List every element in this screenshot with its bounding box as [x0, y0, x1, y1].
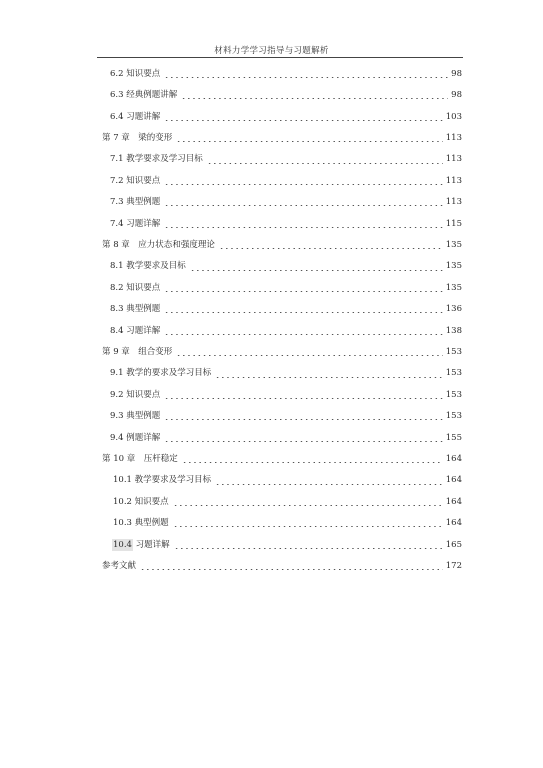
toc-section-entry[interactable] [110, 64, 462, 84]
toc-section-entry[interactable] [113, 513, 462, 533]
toc-entry-label: 7.2 知识要点 [110, 175, 161, 186]
toc-page-number: 165 [445, 539, 462, 550]
toc-chapter-entry[interactable] [102, 128, 462, 148]
toc-entry-label: 7.3 典型例题 [110, 197, 161, 208]
toc-page-number: 115 [445, 218, 462, 229]
toc-section-entry[interactable] [110, 278, 462, 298]
toc-page-number: 153 [445, 346, 462, 357]
dot-leader [219, 248, 443, 249]
toc-section-entry[interactable] [113, 535, 462, 555]
dot-leader [207, 163, 443, 164]
toc-entry-label: 10.3 典型例题 [113, 518, 169, 529]
dot-leader [181, 98, 448, 99]
toc-page-number: 113 [445, 132, 462, 143]
selection-highlight: 10.4 [113, 539, 132, 550]
toc-section-entry[interactable] [110, 406, 462, 426]
toc-section-entry[interactable] [110, 171, 462, 191]
toc-section-entry[interactable] [110, 214, 462, 234]
toc-page-number: 155 [445, 432, 462, 443]
dot-leader [164, 227, 443, 228]
toc-entry-label: 参考文献 [102, 560, 137, 571]
toc-entry-label: 第 9 章 组合变形 [102, 346, 173, 357]
dot-leader [164, 120, 443, 121]
toc-entry-label: 9.3 典型例题 [110, 411, 161, 422]
toc-page-number: 103 [445, 111, 462, 122]
toc-page-number: 98 [451, 68, 462, 79]
dot-leader [164, 184, 443, 185]
dot-leader [176, 355, 442, 356]
toc-entry-label: 8.1 教学要求及目标 [110, 261, 186, 272]
dot-leader [140, 569, 443, 570]
toc-section-entry[interactable] [110, 321, 462, 341]
toc-section-entry[interactable] [110, 150, 462, 170]
dot-leader [176, 141, 442, 142]
dot-leader [173, 526, 443, 527]
dot-leader [164, 419, 443, 420]
toc-section-entry[interactable] [110, 85, 462, 105]
toc-page-number: 172 [445, 560, 462, 571]
dot-leader [164, 334, 443, 335]
toc-section-entry[interactable] [110, 364, 462, 384]
toc-page-number: 113 [445, 197, 462, 208]
toc-entry-label-rest: 习题详解 [132, 539, 170, 550]
toc-entry-label: 第 10 章 压杆稳定 [102, 453, 178, 464]
dot-leader [182, 462, 443, 463]
toc-page-number: 153 [445, 411, 462, 422]
dot-leader [164, 398, 443, 399]
dot-leader [164, 77, 448, 78]
header-rule [97, 57, 463, 58]
toc-entry-label: 9.1 教学的要求及学习目标 [110, 368, 212, 379]
toc-page-number: 135 [445, 239, 462, 250]
dot-leader [190, 270, 443, 271]
toc-entry-label: 10.1 教学要求及学习目标 [113, 475, 212, 486]
toc-entry-label: 7.4 习题详解 [110, 218, 161, 229]
toc-page-number: 153 [445, 368, 462, 379]
toc-entry-label: 6.4 习题讲解 [110, 111, 161, 122]
toc-page-number: 135 [445, 261, 462, 272]
toc-chapter-entry[interactable] [102, 556, 462, 576]
running-header: 材料力学学习指导与习题解析 [214, 46, 329, 56]
toc-entry-label: 6.3 经典例题讲解 [110, 90, 178, 101]
dot-leader [173, 505, 443, 506]
toc-section-entry[interactable] [113, 492, 462, 512]
dot-leader [164, 441, 443, 442]
toc-page-number: 164 [445, 518, 462, 529]
dot-leader [164, 291, 443, 292]
toc-page-number: 135 [445, 282, 462, 293]
toc-entry-label [113, 541, 172, 550]
toc-chapter-entry[interactable] [102, 449, 462, 469]
toc-page-number: 164 [445, 475, 462, 486]
toc-section-entry[interactable] [110, 107, 462, 127]
toc-entry-label: 8.3 典型例题 [110, 304, 161, 315]
toc-page-number: 153 [445, 389, 462, 400]
toc-chapter-entry[interactable] [102, 342, 462, 362]
toc-page-number: 164 [445, 496, 462, 507]
toc-page-number: 113 [445, 175, 462, 186]
toc-chapter-entry[interactable] [102, 235, 462, 255]
toc-entry-label: 9.4 例题详解 [110, 432, 161, 443]
toc-section-entry[interactable] [113, 471, 462, 491]
toc-section-entry[interactable] [110, 428, 462, 448]
dot-leader [215, 484, 443, 485]
toc-entry-label: 6.2 知识要点 [110, 68, 161, 79]
toc-section-entry[interactable] [110, 257, 462, 277]
toc-entry-label: 8.2 知识要点 [110, 282, 161, 293]
dot-leader [164, 205, 443, 206]
toc-page-number: 136 [445, 304, 462, 315]
toc-entry-label: 10.2 知识要点 [113, 496, 169, 507]
toc-page-number: 113 [445, 154, 462, 165]
toc-entry-label: 9.2 知识要点 [110, 389, 161, 400]
toc-entry-label: 7.1 教学要求及学习目标 [110, 154, 203, 165]
dot-leader [164, 312, 443, 313]
toc-section-entry[interactable] [110, 299, 462, 319]
toc-section-entry[interactable] [110, 192, 462, 212]
dot-leader [174, 548, 443, 549]
toc-section-entry[interactable] [110, 385, 462, 405]
toc-entry-label: 8.4 习题详解 [110, 325, 161, 336]
toc-page-number: 98 [451, 90, 462, 101]
dot-leader [215, 377, 443, 378]
toc-entry-label: 第 8 章 应力状态和强度理论 [102, 239, 215, 250]
toc-page-number: 138 [445, 325, 462, 336]
toc-entry-label: 第 7 章 梁的变形 [102, 132, 173, 143]
toc-page-number: 164 [445, 453, 462, 464]
